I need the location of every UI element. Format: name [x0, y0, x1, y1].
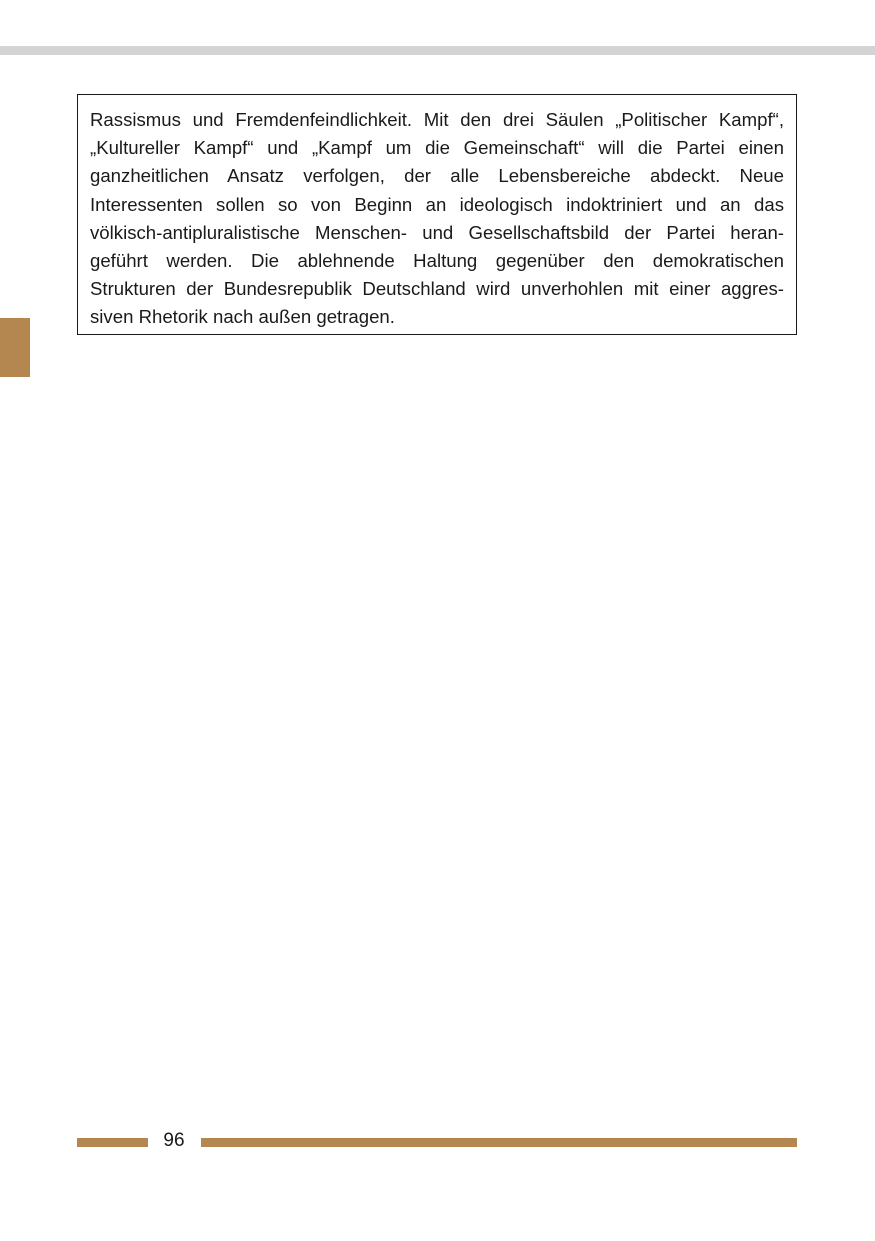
text-line-4: Interessenten sollen so von Beginn an ideologisch indoktriniert und an das [90, 193, 784, 215]
footer-bar-left [77, 1138, 148, 1147]
top-rule [0, 46, 875, 55]
text-line-2: „Kultureller Kampf“ und „Kampf um die Gemeinschaft“ will die Partei einen [90, 137, 784, 159]
text-line-1: Rassismus und Fremdenfeindlichkeit. Mit den drei Säulen „Politischer Kampf“, [90, 109, 784, 130]
text-line-6: geführt werden. Die ablehnende Haltung gegenüber den demokratischen [90, 249, 784, 271]
text-line-8: siven Rhetorik nach außen getragen. [90, 306, 395, 328]
page-number: 96 [163, 1130, 185, 1151]
footer-bar-right [201, 1138, 797, 1147]
chapter-tab-marker [0, 318, 30, 377]
text-box [77, 94, 797, 335]
text-line-7: Strukturen der Bundesrepublik Deutschland wird unverhohlen mit einer aggres- [90, 278, 784, 300]
text-line-5: völkisch-antipluralistische Menschen- und Gesellschaftsbild der Partei heran- [90, 221, 784, 243]
text-line-3: ganzheitlichen Ansatz verfolgen, der alle Lebensbereiche abdeckt. Neue [90, 165, 784, 187]
